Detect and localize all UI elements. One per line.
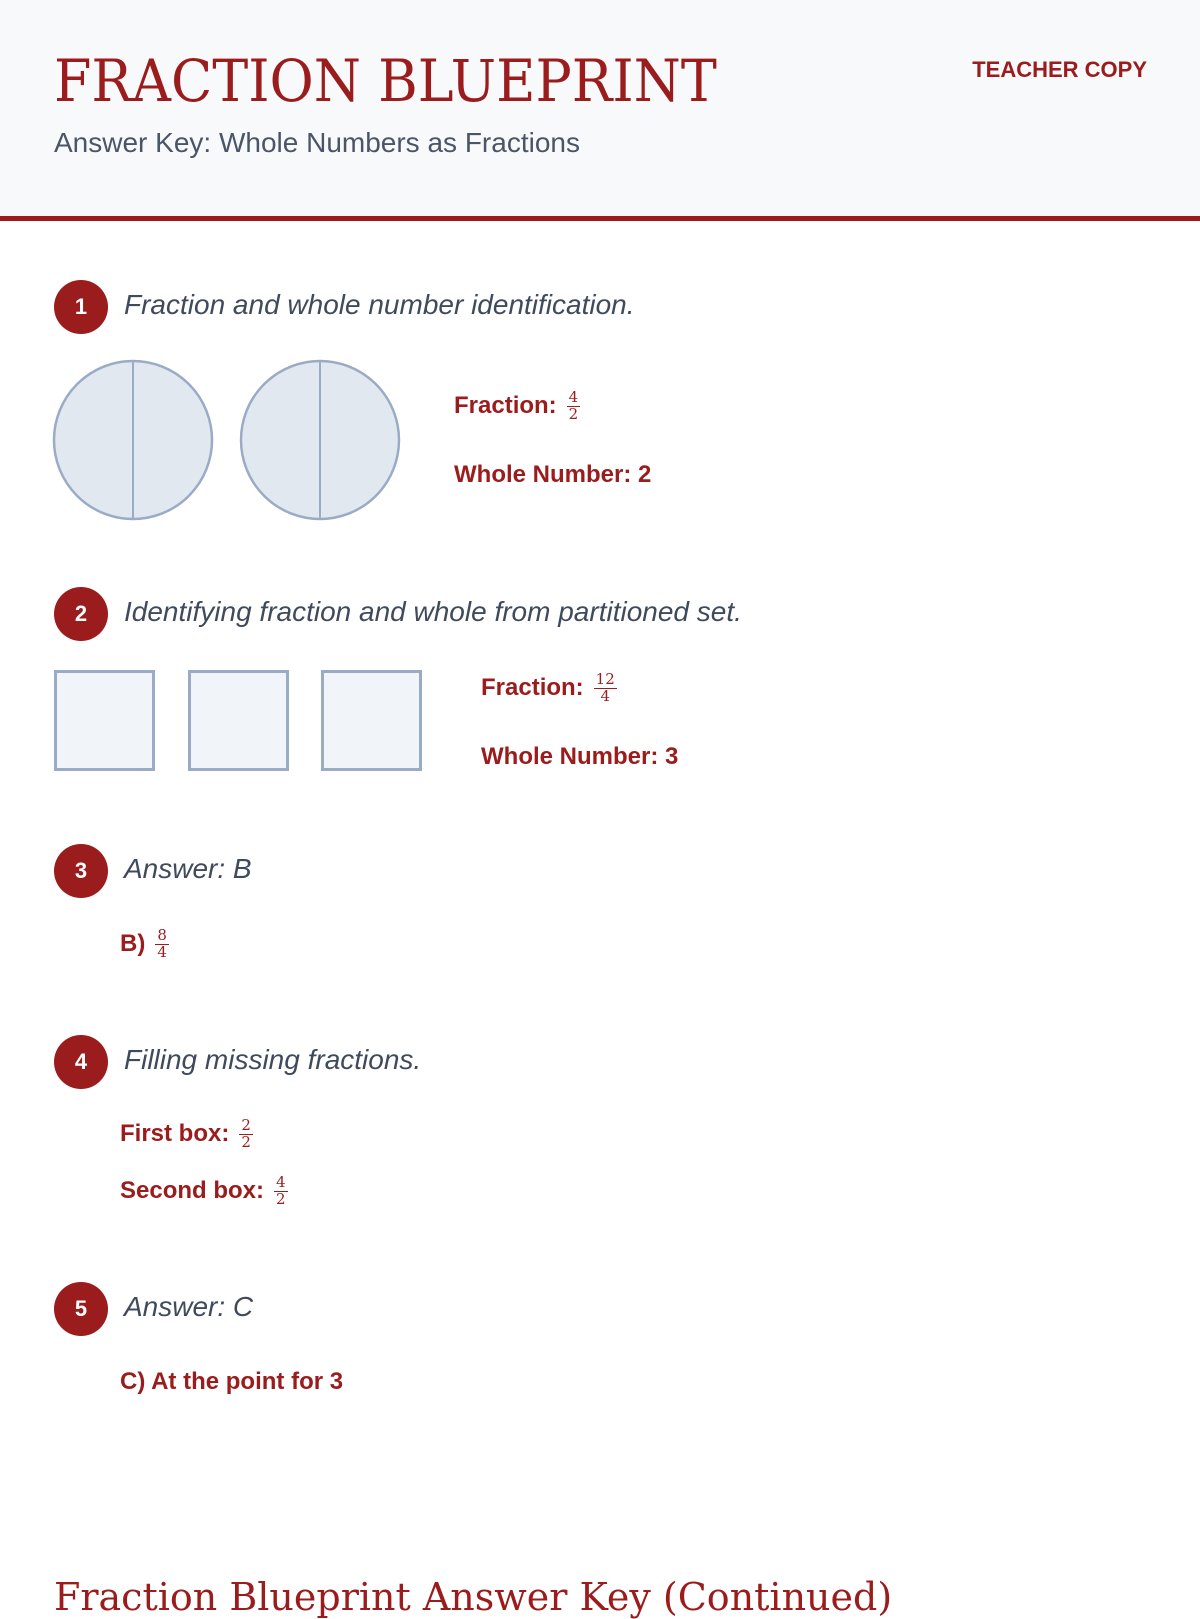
fraction-numerator: 8 [157,926,167,944]
fraction-denominator: 2 [568,404,579,423]
question-4-text: Filling missing fractions. [124,1044,422,1075]
question-1-whole-answer: Whole Number: 2 [454,461,652,488]
question-3-text: Answer: B [124,853,252,884]
circle-halves-1 [54,361,212,519]
fraction-denominator: 4 [157,942,167,961]
question-4-number: 4 [54,1035,108,1089]
question-3-choice [120,928,169,961]
fraction-numerator: 12 [595,670,615,688]
first-box-label: First box: [120,1120,230,1148]
question-1-number: 1 [54,280,108,334]
question-4-first-box [120,1118,253,1151]
page-title: FRACTION BLUEPRINT [54,47,717,115]
fraction-4-over-2 [567,390,581,423]
question-2-fraction-answer [481,672,617,705]
question-1-circles [52,359,402,523]
teacher-copy-badge: TEACHER COPY [972,57,1147,82]
fraction-label: Fraction: [481,674,584,702]
continued-section-title: Fraction Blueprint Answer Key (Continued) [54,1575,893,1619]
page-subtitle: Answer Key: Whole Numbers as Fractions [54,127,580,158]
fraction-4-over-2 [274,1175,288,1208]
fraction-numerator: 4 [276,1173,286,1191]
fraction-12-over-4 [594,672,617,705]
question-5-number: 5 [54,1282,108,1336]
fraction-label: Fraction: [454,392,557,420]
fraction-denominator: 2 [241,1132,251,1151]
question-1-text: Fraction and whole number identification. [124,289,635,320]
circle-halves-2 [241,361,399,519]
square-3 [321,670,422,771]
question-2-number: 2 [54,587,108,641]
question-5-choice: C) At the point for 3 [120,1368,344,1395]
fraction-denominator: 2 [276,1189,286,1208]
fraction-denominator: 4 [600,686,610,705]
square-1 [54,670,155,771]
question-1-fraction-answer [454,390,580,423]
second-box-label: Second box: [120,1177,265,1205]
fraction-8-over-4 [155,928,169,961]
fraction-numerator: 2 [241,1116,251,1134]
question-2-text: Identifying fraction and whole from partitioned set. [124,596,742,627]
fraction-2-over-2 [239,1118,253,1151]
fraction-numerator: 4 [568,388,579,406]
choice-label: B) [120,930,146,958]
page-header [0,0,1200,221]
question-4-second-box [120,1175,288,1208]
square-2 [188,670,289,771]
question-5-text: Answer: C [124,1291,254,1322]
question-2-whole-answer: Whole Number: 3 [481,743,679,770]
question-3-number: 3 [54,844,108,898]
